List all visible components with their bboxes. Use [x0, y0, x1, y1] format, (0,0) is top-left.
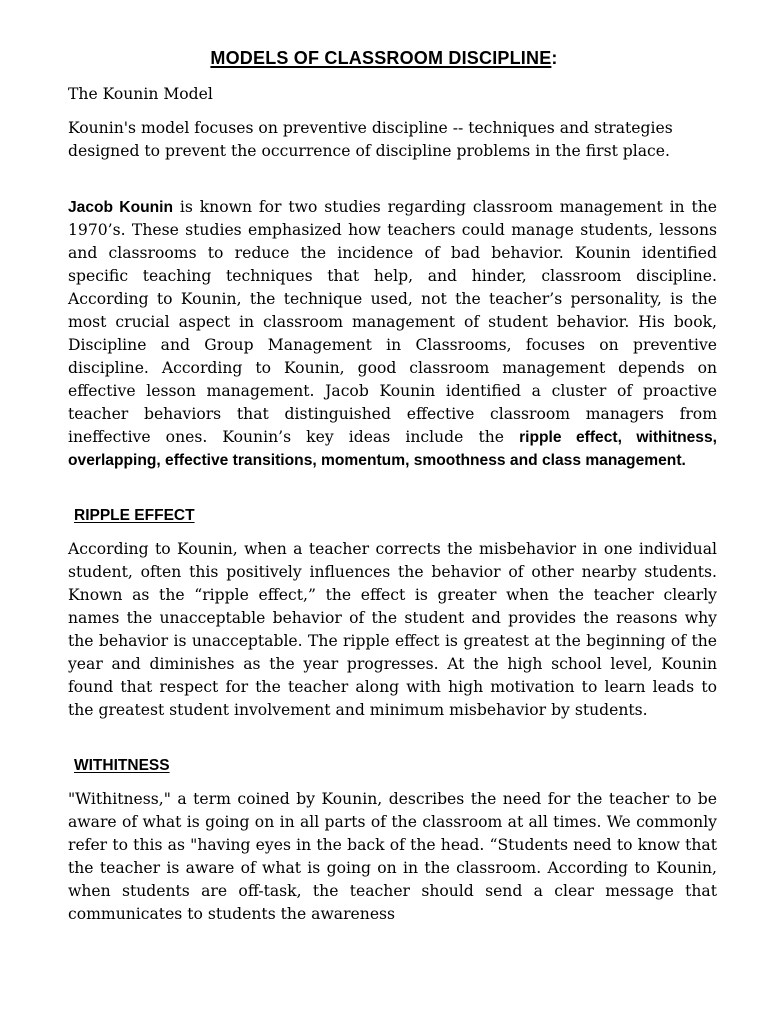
bio-text: is known for two studies regarding classroom management in the 1970’s. These studies emphasized how teachers could manage students, lessons and classrooms to reduce the incidence of bad behavior. Kounin identified specific teaching techniques that help, and hinder, classroom discipline. According to Kounin, the technique used, not the teacher’s personality, is the most crucial aspect in classroom management of student behavior. His book, Discipline and Group Management in Classrooms, focuses on preventive discipline. According to Kounin, good classroom management depends on effective lesson management. Jacob Kounin identified a cluster of proactive teacher behaviors that distinguished effective classroom managers from ineffective ones. Kounin’s key ideas include the [68, 198, 717, 446]
key-ideas: ripple effect, withitness, overlapping, effective transitions, momentum, smoothness and class management. [68, 429, 717, 469]
subtitle: The Kounin Model [68, 85, 213, 103]
page-title: MODELS OF CLASSROOM DISCIPLINE: [210, 48, 558, 68]
section-heading-withitness: WITHITNESS [74, 757, 170, 774]
bio-name: Jacob Kounin [68, 199, 174, 216]
section-heading-ripple-effect: RIPPLE EFFECT [74, 507, 195, 524]
intro-paragraph: Kounin's model focuses on preventive discipline -- techniques and strategies designed to prevent the occurrence of discipline problems in the first place. [68, 119, 673, 160]
bio-paragraph [68, 196, 717, 472]
ripple-effect-paragraph: According to Kounin, when a teacher corrects the misbehavior in one individual student, often this positively influences the behavior of other nearby students. Known as the “ripple effect,” the effect is greater when the teacher clearly names the unacceptable behavior of the student and provides the reasons why the behavior is unacceptable. The ripple effect is greatest at the beginning of the year and diminishes as the year progresses. At the high school level, Kounin found that respect for the teacher along with high motivation to learn leads to the greatest student involvement and minimum misbehavior by students. [68, 540, 717, 719]
withitness-paragraph: "Withitness," a term coined by Kounin, describes the need for the teacher to be aware of what is going on in all parts of the classroom at all times. We commonly refer to this as "having eyes in the back of the head. “Students need to know that the teacher is aware of what is going on in the classroom. According to Kounin, when students are off-task, the teacher should send a clear message that communicates to students the awareness [68, 790, 717, 923]
